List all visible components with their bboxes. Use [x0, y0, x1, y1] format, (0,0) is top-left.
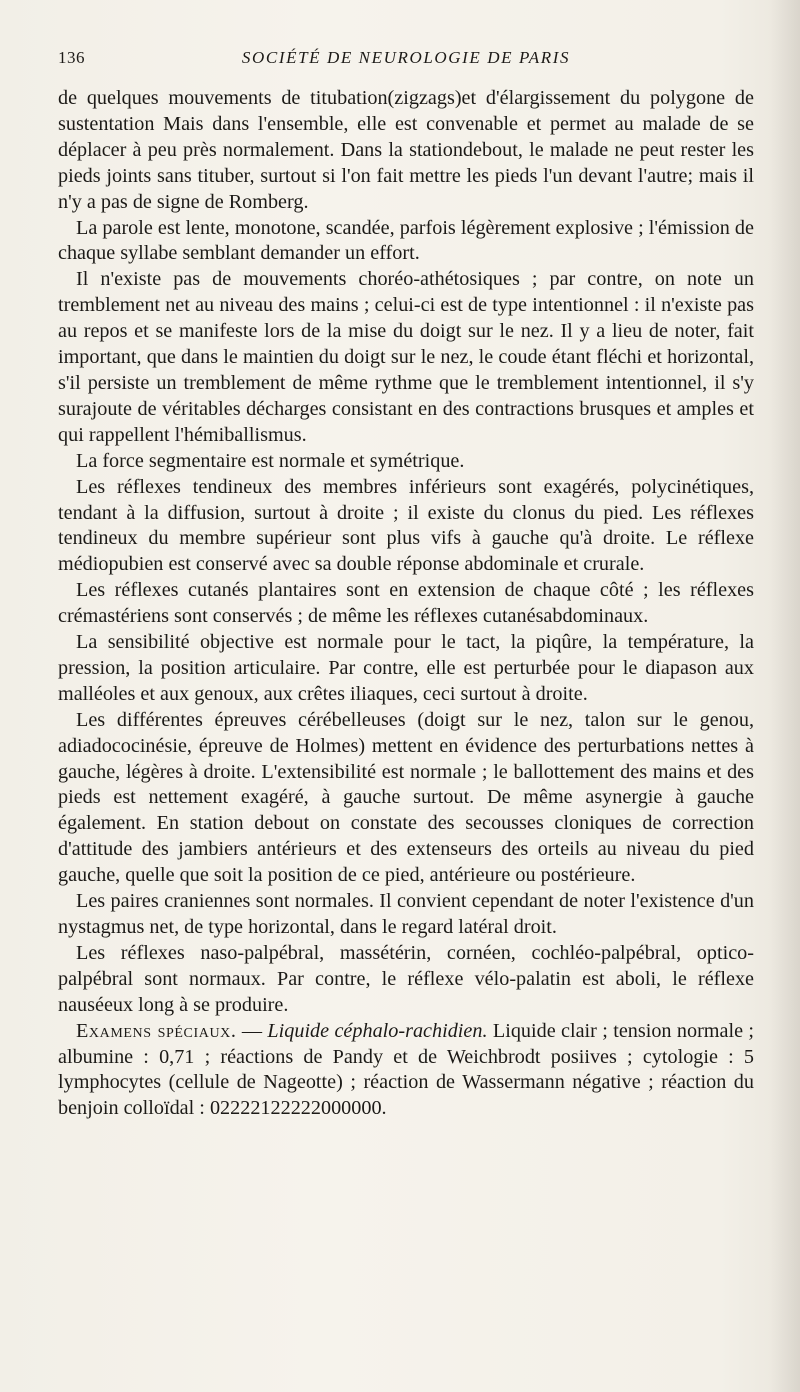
final-paragraph-text: Liquide clair ; tension normale ; albumine : 0,71 ; réactions de Pandy et de Weichbrodt posiives ; cytologie : 5 lymphocytes (cellule de Nageotte) ; réaction de Wassermann négative ; réaction du benjoin colloïdal : 02222122222000000.	[58, 1019, 754, 1120]
paragraph: Les réflexes cutanés plantaires sont en extension de chaque côté ; les réflexes crémastériens sont conservés ; de même les réflexes cutanésabdominaux.	[58, 579, 754, 628]
paragraph: de quelques mouvements de titubation(zigzags)et d'élargissement du polygone de sustentation Mais dans l'ensemble, elle est convenable et permet au malade de se déplacer à peu près normalement. Dans la stationdebout, le malade ne peut rester les pieds joints sans tituber, surtout si l'on fait mettre les pieds l'un devant l'autre; mais il n'y a pas de signe de Romberg.	[58, 87, 754, 213]
paragraph: Les différentes épreuves cérébelleuses (doigt sur le nez, talon sur le genou, adiadococinésie, épreuve de Holmes) mettent en évidence des perturbations nettes à gauche, légères à droite. L'extensibilité est normale ; le ballottement des mains et des pieds est nettement exagéré, à gauche surtout. De même asynergie à gauche également. En station debout on constate des secousses cloniques de correction d'attitude des jambiers antérieurs et des extenseurs des orteils au niveau du pied gauche, quelle que soit la position de ce pied, antérieure ou postérieure.	[58, 708, 754, 887]
final-paragraph	[58, 1019, 754, 1123]
paragraph: Il n'existe pas de mouvements choréo-athétosiques ; par contre, on note un tremblement net au niveau des mains ; celui-ci est de type intentionnel : il n'existe pas au repos et se manifeste lors de la mise du doigt sur le nez. Il y a lieu de noter, fait important, que dans le maintien du doigt sur le nez, le coude étant fléchi et horizontal, s'il persiste un tremblement de même rythme que le tremblement intentionnel, il s'y surajoute de véritables décharges consistant en des contractions brusques et amples et qui rappellent l'hémiballismus.	[58, 268, 754, 446]
dash: —	[236, 1019, 268, 1042]
section-label: Examens spéciaux.	[76, 1019, 237, 1042]
paragraph: Les réflexes naso-palpébral, massétérin, cornéen, cochléo-palpébral, optico-palpébral sont normaux. Par contre, le réflexe vélo-palatin est aboli, le réflexe nauséeux long à se produire.	[58, 941, 754, 1016]
paragraph: Les réflexes tendineux des membres inférieurs sont exagérés, polycinétiques, tendant à la diffusion, surtout à droite ; il existe du clonus du pied. Les réflexes tendineux du membre supérieur sont plus vifs à gauche qu'à droite. Le réflexe médiopubien est conservé avec sa double réponse abdominale et crurale.	[58, 475, 754, 576]
italic-label: Liquide céphalo-rachidien.	[267, 1019, 488, 1042]
page-edge-shadow	[770, 0, 800, 1392]
paragraph: La force segmentaire est normale et symétrique.	[76, 449, 465, 472]
page-header	[58, 48, 754, 76]
paragraph: La sensibilité objective est normale pour le tact, la piqûre, la température, la pression, la position articulaire. Par contre, elle est perturbée pour le diapason aux malléoles et aux genoux, aux crêtes iliaques, ceci surtout à droite.	[58, 631, 754, 705]
body-text	[58, 86, 754, 1122]
paragraph: Les paires craniennes sont normales. Il convient cependant de noter l'existence d'un nystagmus net, de type horizontal, dans le regard latéral droit.	[58, 890, 754, 938]
page-number: 136	[58, 48, 85, 67]
running-title: SOCIÉTÉ DE NEUROLOGIE DE PARIS	[241, 48, 571, 67]
paragraph: La parole est lente, monotone, scandée, parfois légèrement explosive ; l'émission de chaque syllabe semblant demander un effort.	[58, 216, 754, 265]
